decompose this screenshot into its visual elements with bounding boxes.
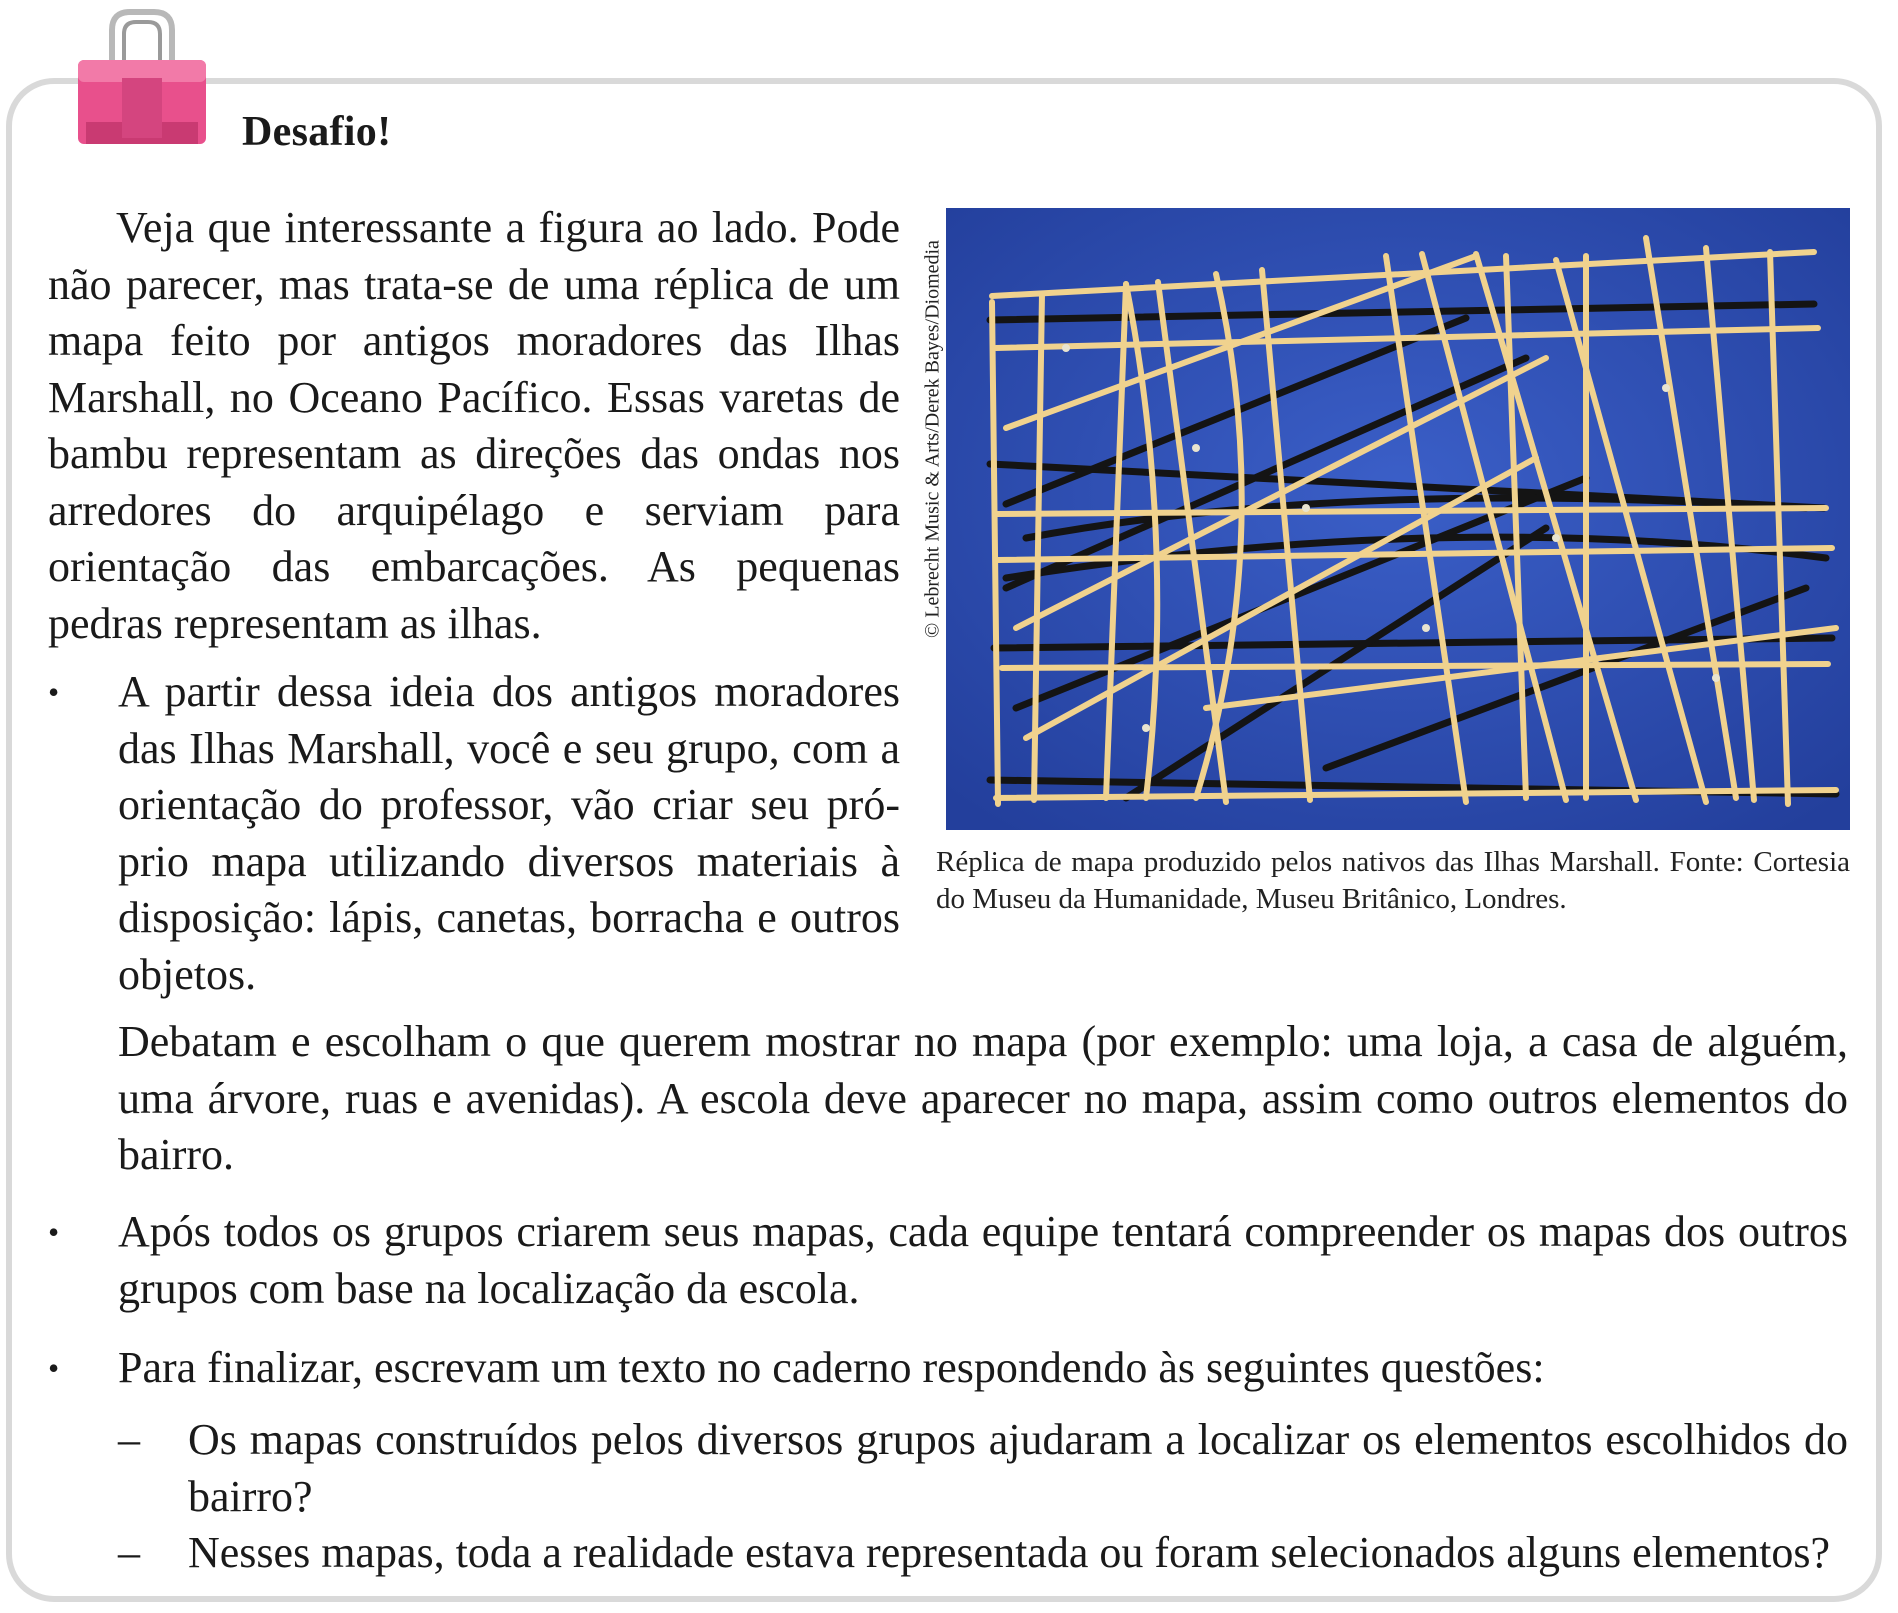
list-item	[48, 1340, 1848, 1397]
box-title: Desafio!	[242, 109, 392, 155]
bullet-text: Para finalizar, escrevam um texto no caderno respondendo às seguintes questões:	[118, 1343, 1545, 1392]
question-item	[118, 1412, 1848, 1525]
photo-credit-text: © Lebrecht Music & Arts/Derek Bayes/Diomedia	[921, 240, 944, 638]
bullet-text: Após todos os grupos criarem seus mapas, cada equipe tentará compreender os mapas dos outros grupos com base na localização da escola.	[118, 1207, 1848, 1313]
bullet-icon: •	[48, 674, 60, 710]
bullet-continuation: Debatam e escolham o que querem mostrar no mapa (por exemplo: uma loja, a casa de alguém, uma árvore, ruas e avenidas). A escola deve aparecer no mapa, assim como outros elementos do bairro.	[118, 1017, 1848, 1179]
dash-icon: –	[118, 1528, 140, 1577]
question-text: Os mapas construídos pelos diversos grupos ajudaram a localizar os elementos escolhidos do bairro?	[188, 1415, 1848, 1521]
list-item	[48, 664, 900, 1003]
bullet-icon: •	[48, 1350, 60, 1386]
binder-clip-icon	[72, 4, 212, 154]
list-item	[48, 1204, 1848, 1317]
question-text: Nesses mapas, toda a realidade estava representada ou foram selecionados alguns elementos?	[188, 1528, 1831, 1577]
figure-caption: Réplica de mapa produzido pelos nativos das Ilhas Marshall. Fonte: Cortesia do Museu da Humanidade, Museu Britânico, Londres.	[936, 846, 1850, 915]
stick-chart-image	[946, 208, 1850, 830]
intro-paragraph: Veja que interessante a figura ao lado. Pode não parecer, mas trata-se de uma réplica de um mapa feito por antigos moradores das Ilhas Marshall, no Oceano Pacífico. Essas varetas de bambu representam as direções das ondas nos arredores do arquipélago e serviam para orientação das embarcações. As pequenas pedras representam as ilhas.	[48, 203, 900, 648]
question-list	[118, 1412, 1848, 1582]
question-item	[118, 1525, 1848, 1582]
dash-icon: –	[118, 1415, 140, 1464]
photo-credit	[920, 208, 946, 670]
bullet-text: A partir dessa ideia dos antigos moradores das Ilhas Marshall, você e seu grupo, com a orientação do professor, vão criar seu próprio mapa utilizando diversos materiais à disposição: lápis, canetas, borracha e outros objetos.	[118, 667, 900, 999]
bullet-icon: •	[48, 1214, 60, 1250]
stick-chart-photo	[946, 208, 1850, 830]
